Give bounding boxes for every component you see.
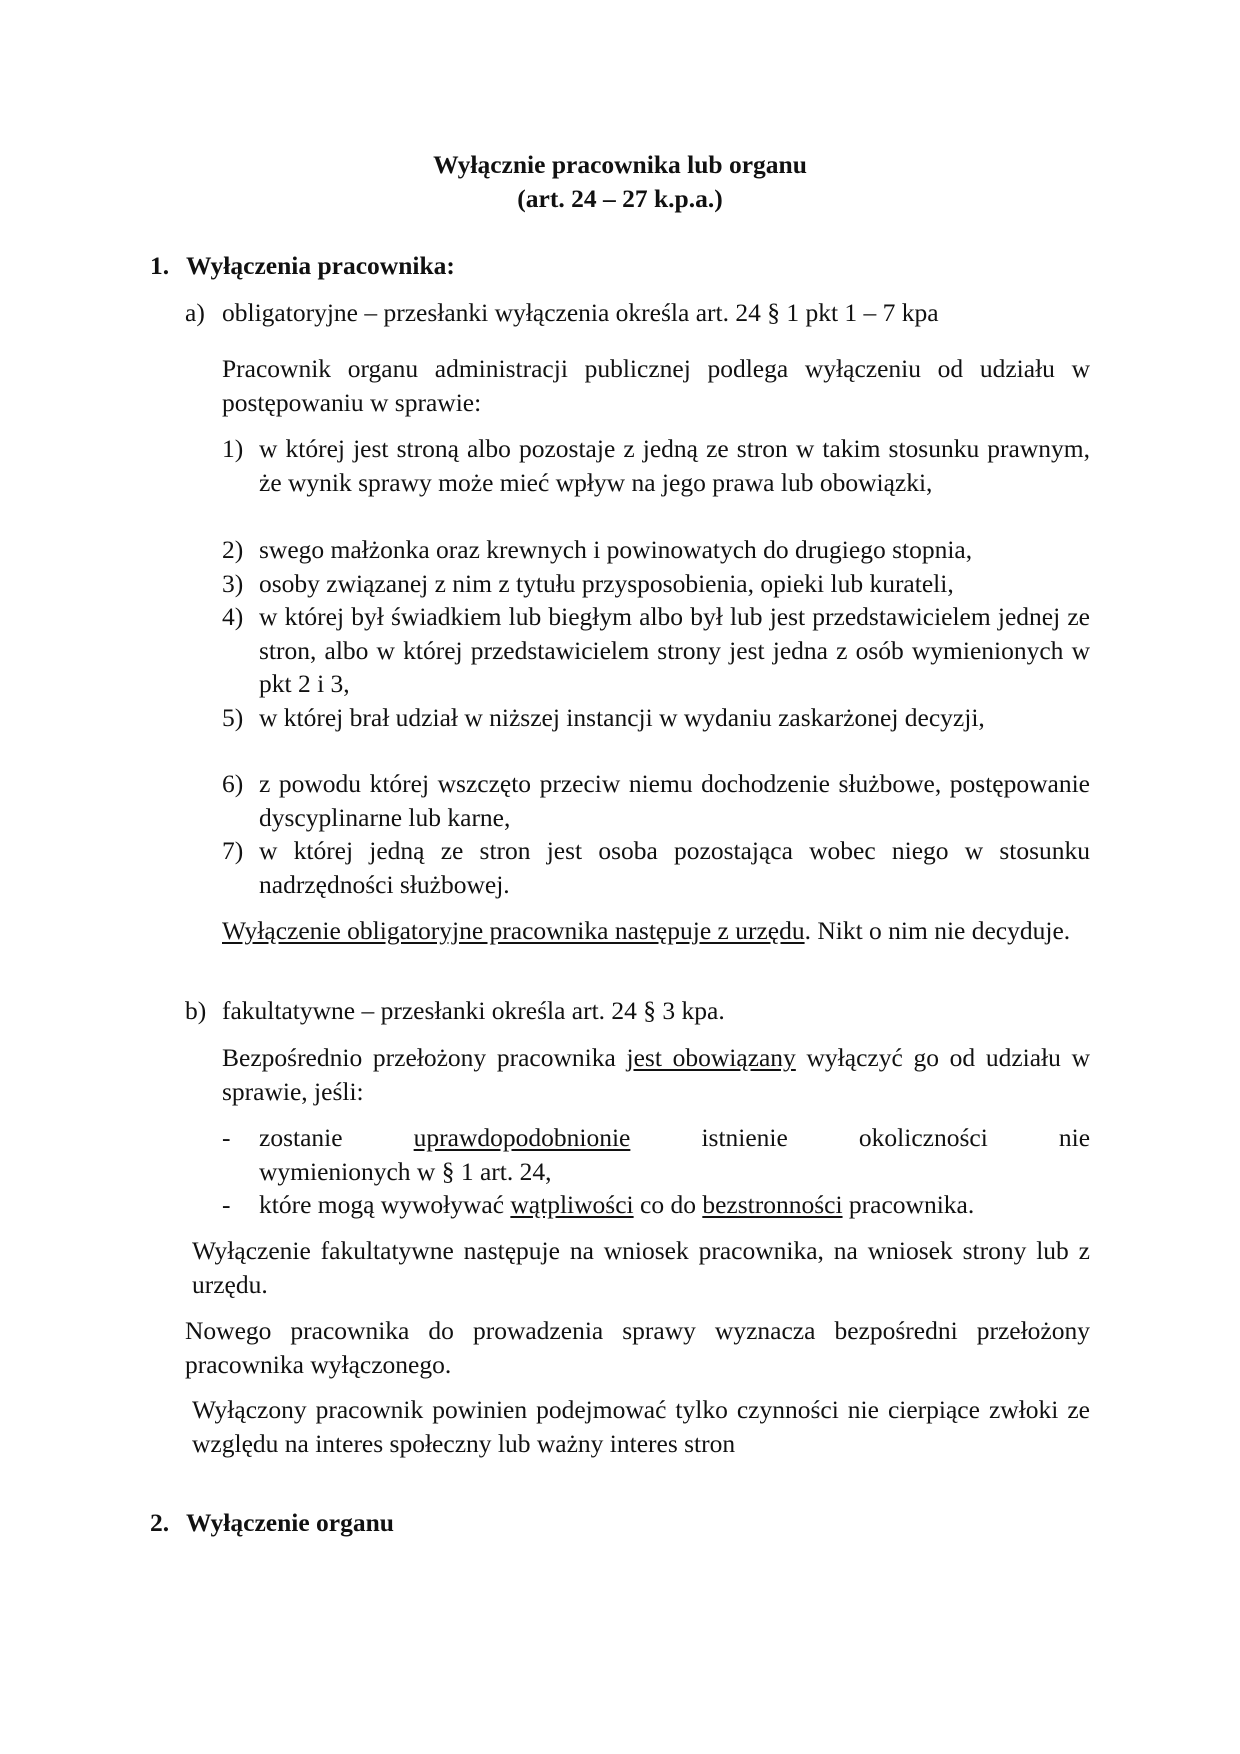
list-item-7-marker: 7) <box>222 836 244 865</box>
dash-item-2-part-1: które mogą wywoływać <box>259 1190 511 1219</box>
dash-item-1-line-2: wymienionych w § 1 art. 24, <box>259 1156 552 1186</box>
item-b-text: fakultatywne – przesłanki określa art. 24 § 3 kpa. <box>222 996 725 1025</box>
item-a-note-underlined: Wyłączenie obligatoryjne pracownika następuje z urzędu <box>222 916 805 945</box>
paragraph-fakultatywne: Wyłączenie fakultatywne następuje na wniosek pracownika, na wniosek strony lub z urzędu. <box>192 1236 1090 1299</box>
item-a-marker: a) <box>185 298 205 327</box>
item-b-intro <box>222 1041 1090 1108</box>
dash-item-1-word-3: istnienie <box>701 1123 788 1152</box>
dash-item-1-line-1 <box>259 1121 1090 1155</box>
item-b-intro-part-1: Bezpośrednio przełożony pracownika <box>222 1043 627 1072</box>
list-item-7-text: w której jedną ze stron jest osoba pozostająca wobec niego w stosunku nadrzędności służbowej. <box>259 836 1090 899</box>
item-a-note <box>222 914 1090 948</box>
item-b-marker: b) <box>185 996 207 1025</box>
list-item-3-marker: 3) <box>222 569 244 598</box>
paragraph-nowy-pracownik: Nowego pracownika do prowadzenia sprawy wyznacza bezpośredni przełożony pracownika wyłączonego. <box>185 1316 1090 1379</box>
dash-item-2-part-2: co do <box>633 1190 703 1219</box>
paragraph-wylaczony-pracownik: Wyłączony pracownik powinien podejmować tylko czynności nie cierpiące zwłoki ze względu na interes społeczny lub ważny interes stron <box>192 1395 1090 1458</box>
dash-item-2-marker: - <box>222 1190 231 1219</box>
section-1-title: Wyłączenia pracownika: <box>186 251 455 280</box>
dash-item-1-marker: - <box>222 1123 231 1152</box>
dash-item-1-word-1: zostanie <box>259 1123 343 1152</box>
document-title-line-2: (art. 24 – 27 k.p.a.) <box>517 184 723 213</box>
item-b-intro-part-2: wyłączyć go od udziału w sprawie, jeśli: <box>222 1043 1090 1106</box>
list-item-1-text: w której jest stroną albo pozostaje z jedną ze stron w takim stosunku prawnym, że wynik sprawy może mieć wpływ na jego prawa lub obowiązki, <box>259 434 1090 497</box>
list-item-3-text: osoby związanej z nim z tytułu przysposobienia, opieki lub kurateli, <box>259 569 954 598</box>
list-item-6-marker: 6) <box>222 769 244 798</box>
dash-item-2-underlined-2: bezstronności <box>702 1190 843 1219</box>
item-b-intro-underlined: jest obowiązany <box>626 1043 796 1072</box>
section-1-number: 1. <box>150 251 170 280</box>
item-a-text: obligatoryjne – przesłanki wyłączenia określa art. 24 § 1 pkt 1 – 7 kpa <box>222 298 939 327</box>
list-item-4-text: w której był świadkiem lub biegłym albo był lub jest przedstawicielem jednej ze stron, albo w której przedstawicielem strony jest jedna z osób wymienionych w pkt 2 i 3, <box>259 602 1090 698</box>
list-item-2-marker: 2) <box>222 535 244 564</box>
item-a-note-rest: . Nikt o nim nie decyduje. <box>804 916 1071 945</box>
dash-item-2-underlined-1: wątpliwości <box>510 1190 634 1219</box>
dash-item-2-text <box>259 1188 1090 1222</box>
list-item-4-marker: 4) <box>222 602 244 631</box>
list-item-5-text: w której brał udział w niższej instancji w wydaniu zaskarżonej decyzji, <box>259 703 985 732</box>
list-item-6-text: z powodu której wszczęto przeciw niemu dochodzenie służbowe, postępowanie dyscyplinarne lub karne, <box>259 769 1090 832</box>
list-item-2-text: swego małżonka oraz krewnych i powinowatych do drugiego stopnia, <box>259 535 973 564</box>
item-a-intro: Pracownik organu administracji publicznej podlega wyłączeniu od udziału w postępowaniu w sprawie: <box>222 354 1090 417</box>
dash-item-1-word-5: nie <box>1058 1123 1091 1152</box>
dash-item-1-word-4: okoliczności <box>858 1123 988 1152</box>
dash-item-1-word-2: uprawdopodobnionie <box>413 1123 631 1152</box>
dash-item-2-part-3: pracownika. <box>842 1190 975 1219</box>
list-item-1-marker: 1) <box>222 434 244 463</box>
document-title-line-1: Wyłącznie pracownika lub organu <box>433 150 807 179</box>
section-2-title: Wyłączenie organu <box>186 1508 394 1537</box>
section-2-number: 2. <box>150 1508 170 1537</box>
list-item-5-marker: 5) <box>222 703 244 732</box>
